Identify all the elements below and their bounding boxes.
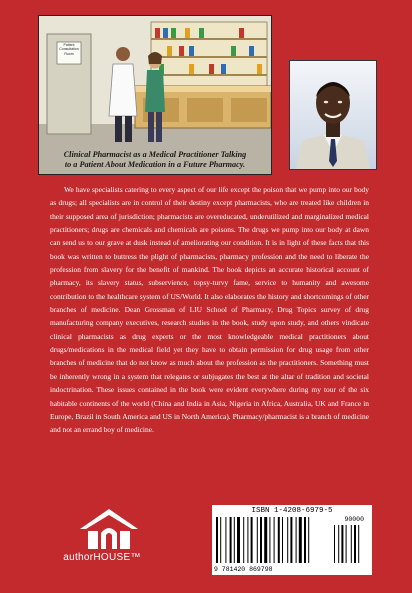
ean-number: 9 781420 869798 [214, 566, 273, 573]
illustration-caption: Clinical Pharmacist as a Medical Practitioner Talking to a Patient About Medication in a Future Pharmacy. [63, 150, 247, 169]
price-code: 90000 [344, 516, 364, 523]
author-photo [289, 60, 377, 170]
back-cover-blurb: We have specialists catering to every aspect of our life except the poison that we pump into our body as drugs; all specialists are in control of their destiny except pharmacists, who are treated like children in their supposed area of jurisdiction; pharmacists are overeducated, underutilized and marginalized medical practitioners; drugs are chemicals and chemicals are poisons. The drugs we pump into our body at dawn can send us to our grave at dusk instead of ameliorating our condition. It is in light of these facts that this book was written to buttress the plight of pharmacists, pharmacy profession and the need to liberate the profession from slavery for the benefit of mankind. The book depicts an accurate historical account of pharmacy, its slavery status, subservience, topsy-turvy fame, service to humanity and awesome contribution to the healthcare system of US/World. It also elaborates the history and shortcomings of other branches of medicine. Dean Grossman of LIU School of Pharmacy, Drug Topics survey of drug manufacturing company executives, research studies in the book, study upon study, and others vindicate clinical pharmacists as drug experts or the most knowledgeable medical practitioners about drugs/medications in the medical field yet they have to obtain permission for drug usage from other branches of medicine that do not know as much about the profession as the practitioners. Something must be inherently wrong in a system that relegates or subjugates the best at the altar of tradition and societal indoctrination. These issues contained in the book were evident everywhere during my tour of the six habitable continents of the world (China and India in Asia, Nigeria in Africa, Australia, UK and France in Europe, Brazil in South America and US in North America). Pharmacy/pharmacist is a branch of medicine and not an errand boy of medicine. [50, 185, 369, 435]
isbn-text: ISBN 1-4208-6979-5 [251, 507, 333, 515]
door-sign: Patient Consultation Room [59, 43, 79, 56]
author-portrait [290, 61, 376, 169]
pharmacy-illustration [38, 15, 272, 175]
house-logo-icon [74, 507, 144, 553]
isbn-barcode [212, 505, 372, 575]
publisher-name: authorHOUSE™ [63, 552, 141, 563]
authorhouse-logo [74, 507, 144, 577]
